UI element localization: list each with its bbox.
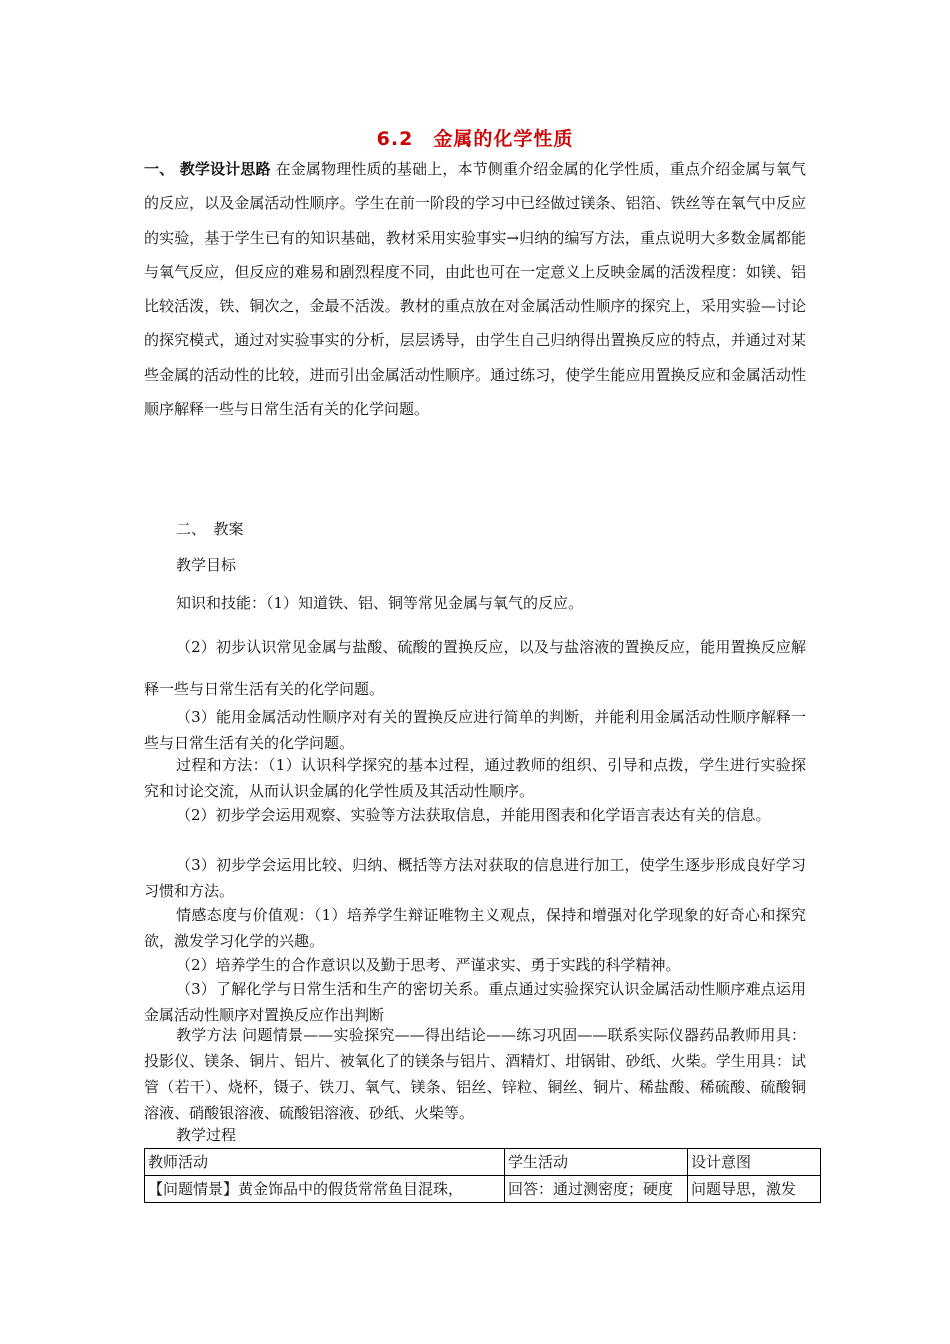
table-row xyxy=(145,1176,821,1203)
emotion-item-2: （2）培养学生的合作意识以及勤于思考、严谨求实、勇于实践的科学精神。 xyxy=(176,956,681,974)
emotion-item-1: 情感态度与价值观：（1）培养学生辩证唯物主义观点，保持和增强对化学现象的好奇心和探究欲，激发学习化学的兴趣。 xyxy=(144,906,806,950)
knowledge-item-3: （3）能用金属活动性顺序对有关的置换反应进行简单的判断，并能利用金属活动性顺序解释一些与日常生活有关的化学问题。 xyxy=(144,708,806,752)
section1-heading: 一、 教学设计思路 xyxy=(144,160,271,178)
cell-teacher: 【问题情景】黄金饰品中的假货常常鱼目混珠， xyxy=(145,1176,505,1203)
section2-heading: 二、 教案 xyxy=(176,520,244,538)
teaching-method: 教学方法 问题情景——实验探究——得出结论——练习巩固——联系实际仪器药品教师用具： 投影仪、镁条、铜片、铝片、被氧化了的镁条与铝片、酒精灯、坩锅钳、砂纸、火柴。学生用具：试管（若干）、烧杯，镊子、铁刀、氧气、镁条、铝丝、锌粒、铜丝、铜片、稀盐酸、稀硫酸、硫酸铜溶液、硝酸银溶液、硫酸铝溶液、砂纸、火柴等。 xyxy=(144,1026,806,1122)
process-label: 教学过程 xyxy=(176,1126,237,1144)
knowledge-item-2: （2）初步认识常见金属与盐酸、硫酸的置换反应，以及与盐溶液的置换反应，能用置换反应解释一些与日常生活有关的化学问题。 xyxy=(144,638,806,698)
page-title: 6.2 金属的化学性质 xyxy=(376,128,574,150)
process-item-1: 过程和方法：（1）认识科学探究的基本过程，通过教师的组织、引导和点拨，学生进行实验探究和讨论交流，从而认识金属的化学性质及其活动性顺序。 xyxy=(144,756,806,800)
cell-student: 回答：通过测密度；硬度 xyxy=(505,1176,688,1203)
process-item-3: （3）初步学会运用比较、归纳、概括等方法对获取的信息进行加工，使学生逐步形成良好学习习惯和方法。 xyxy=(144,856,806,900)
lesson-table xyxy=(144,1148,821,1203)
table-header-row xyxy=(145,1149,821,1176)
section1-body: 在金属物理性质的基础上，本节侧重介绍金属的化学性质，重点介绍金属与氧气的反应，以及金属活动性顺序。学生在前一阶段的学习中已经做过镁条、铝箔、铁丝等在氧气中反应的实验，基于学生已有的知识基础，教材采用实验事实→归纳的编写方法，重点说明大多数金属都能与氧气反应，但反应的难易和剧烈程度不同，由此也可在一定意义上反映金属的活泼程度：如镁、铝比较活泼，铁、铜次之，金最不活泼。教材的重点放在对金属活动性顺序的探究上，采用实验—讨论的探究模式，通过对实验事实的分析，层层诱导，由学生自己归纳得出置换反应的特点，并通过对某些金属的活动性的比较，进而引出金属活动性顺序。通过练习，使学生能应用置换反应和金属活动性顺序解释一些与日常生活有关的化学问题。 xyxy=(144,160,806,419)
design-idea-paragraph xyxy=(144,152,806,426)
process-item-2: （2）初步学会运用观察、实验等方法获取信息，并能用图表和化学语言表达有关的信息。 xyxy=(176,806,771,824)
header-purpose: 设计意图 xyxy=(688,1149,821,1176)
cell-purpose: 问题导思，激发 xyxy=(688,1176,821,1203)
header-teacher: 教师活动 xyxy=(145,1149,505,1176)
emotion-item-3: （3）了解化学与日常生活和生产的密切关系。重点通过实验探究认识金属活动性顺序难点运用金属活动性顺序对置换反应作出判断 xyxy=(144,980,806,1024)
goals-label: 教学目标 xyxy=(176,556,237,574)
header-student: 学生活动 xyxy=(505,1149,688,1176)
knowledge-item-1: 知识和技能：（1）知道铁、铝、铜等常见金属与氧气的反应。 xyxy=(176,594,584,612)
